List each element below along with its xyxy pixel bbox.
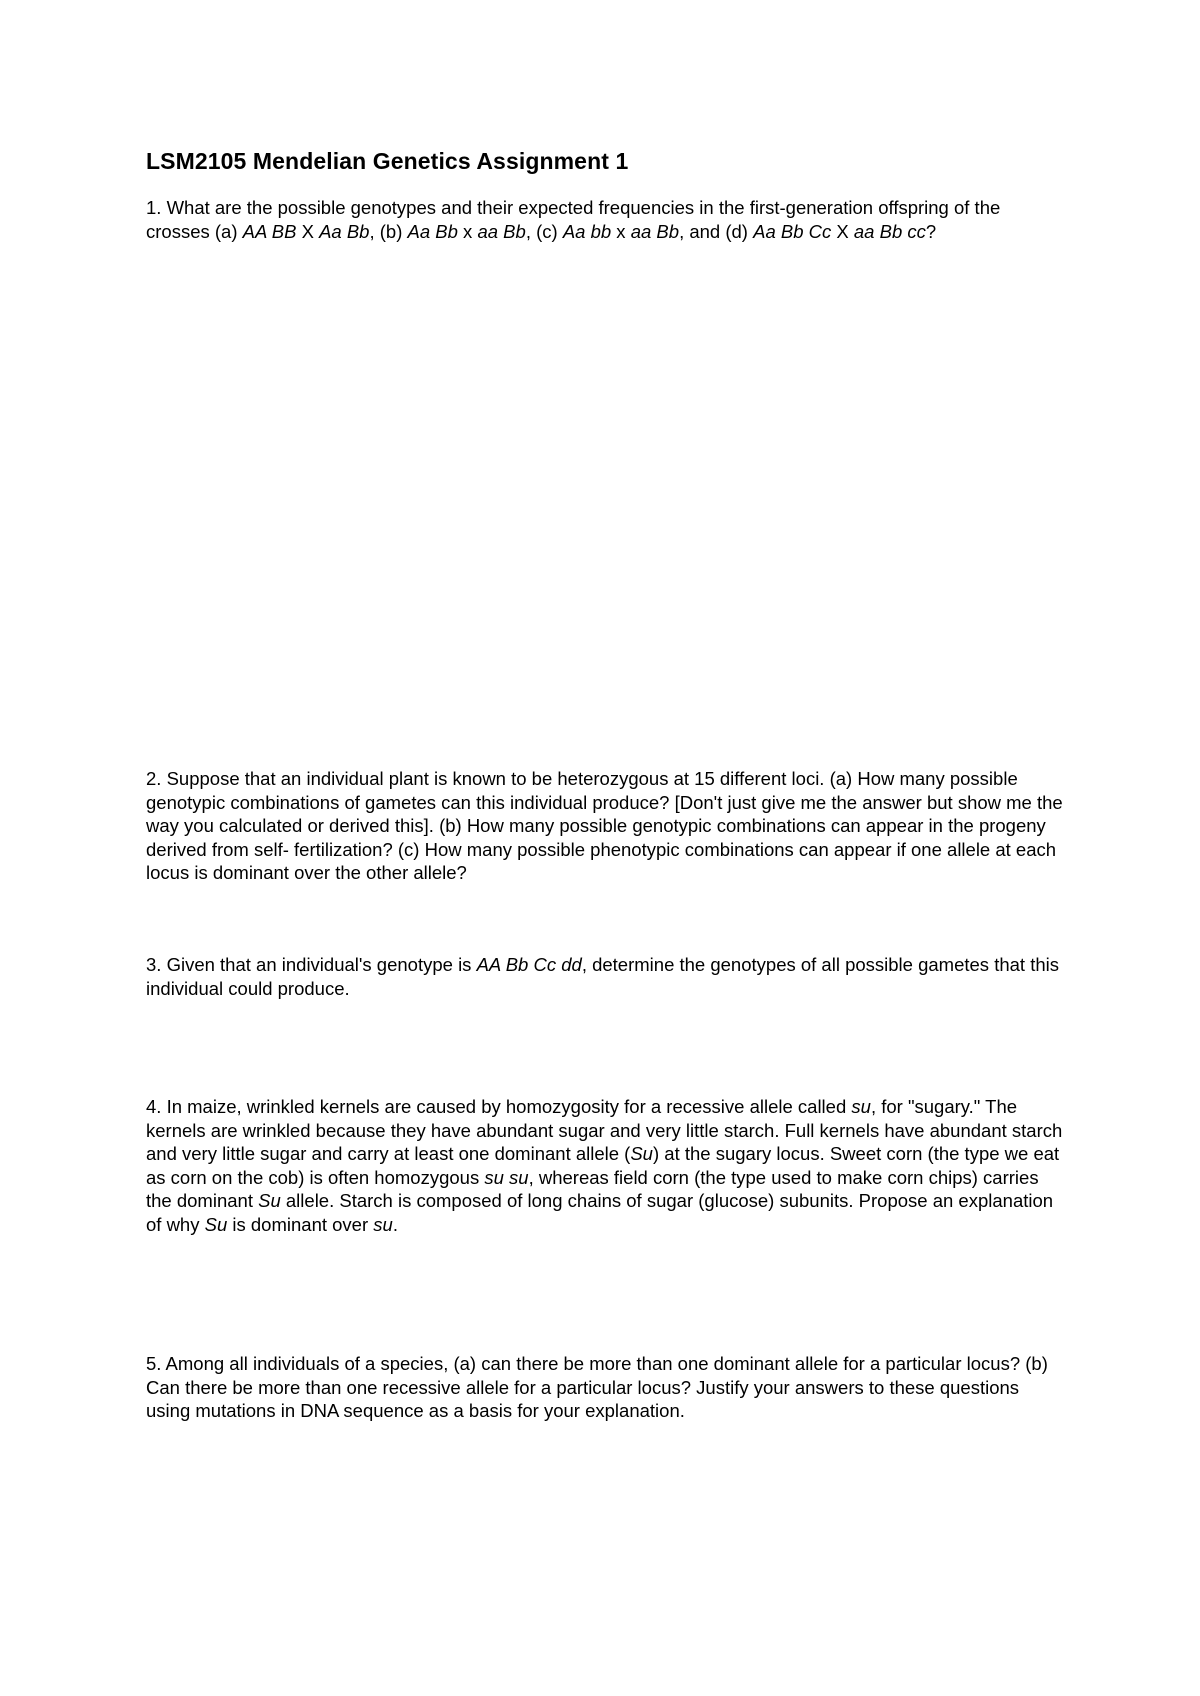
question-text: , for "sugary." The kernels are wrinkled because they have abundant sugar and very little starch. Full kernels have abundant starch and very little sugar and carry at least one dominant allele (: [146, 1096, 1063, 1164]
question-1: [146, 196, 1066, 243]
question-text: allele. Starch is composed of long chains of sugar (glucose) subunits. Propose an explanation of why: [146, 1190, 1054, 1235]
italic-term: su su: [484, 1166, 529, 1188]
question-text: 2. Suppose that an individual plant is known to be heterozygous at 15 different loci. (a) How many possible genotypic combinations of gametes can this individual produce? [Don't just give me the answer but show me the way you calculated or derived this]. (b) How many possible genotypic combinations can appear in the progeny derived from self- fertilization? (c) How many possible phenotypic combinations can appear if one allele at each locus is dominant over the other allele?: [146, 768, 1063, 883]
question-text: 1. What are the possible genotypes and their expected frequencies in the first-generation offspring of the crosses (a): [146, 197, 1001, 242]
italic-term: su: [851, 1096, 871, 1117]
question-text: , whereas field corn (the type used to make corn chips) carries the dominant: [146, 1166, 1039, 1211]
italic-term: Aa Bb: [319, 220, 370, 242]
italic-term: aa Bb cc: [853, 220, 926, 242]
question-3: [146, 953, 1066, 1000]
italic-term: aa Bb: [477, 220, 526, 242]
italic-term: Su: [630, 1143, 653, 1164]
question-text: ?: [925, 220, 937, 242]
question-text: , (c): [525, 220, 563, 242]
question-5: [146, 1352, 1066, 1423]
question-text: X: [296, 220, 320, 242]
italic-term: Aa Bb Cc: [753, 220, 832, 242]
italic-term: Aa bb: [562, 220, 612, 242]
document-title: LSM2105 Mendelian Genetics Assignment 1: [146, 148, 629, 174]
question-text: .: [392, 1213, 398, 1235]
italic-term: Su: [204, 1213, 228, 1235]
question-text: x: [611, 220, 631, 242]
question-text: 3. Given that an individual's genotype is: [146, 954, 477, 975]
italic-term: Aa Bb: [407, 220, 458, 242]
italic-term: aa Bb: [630, 220, 680, 242]
question-text: , and (d): [679, 220, 754, 242]
question-4: [146, 1095, 1066, 1236]
question-text: 4. In maize, wrinkled kernels are caused by homozygosity for a recessive allele called: [146, 1096, 852, 1117]
italic-term: AA Bb Cc dd: [476, 954, 582, 975]
question-2: [146, 767, 1066, 885]
italic-term: Su: [258, 1190, 281, 1211]
italic-term: AA BB: [242, 220, 297, 242]
question-text: x: [457, 220, 478, 242]
italic-term: su: [373, 1213, 393, 1235]
question-text: is dominant over: [227, 1213, 374, 1235]
question-text: 5. Among all individuals of a species, (a) can there be more than one dominant allele for a particular locus? (b) Can there be more than one recessive allele for a particular locus? Justify your answers to these questions using mutations in DNA sequence as a basis for your explanation.: [146, 1353, 1048, 1421]
question-text: , determine the genotypes of all possible gametes that this individual could produce.: [146, 954, 1059, 999]
question-text: ) at the sugary locus. Sweet corn (the type we eat as corn on the cob) is often homozygous: [146, 1143, 1060, 1188]
question-text: X: [831, 220, 854, 242]
question-text: , (b): [369, 220, 408, 242]
